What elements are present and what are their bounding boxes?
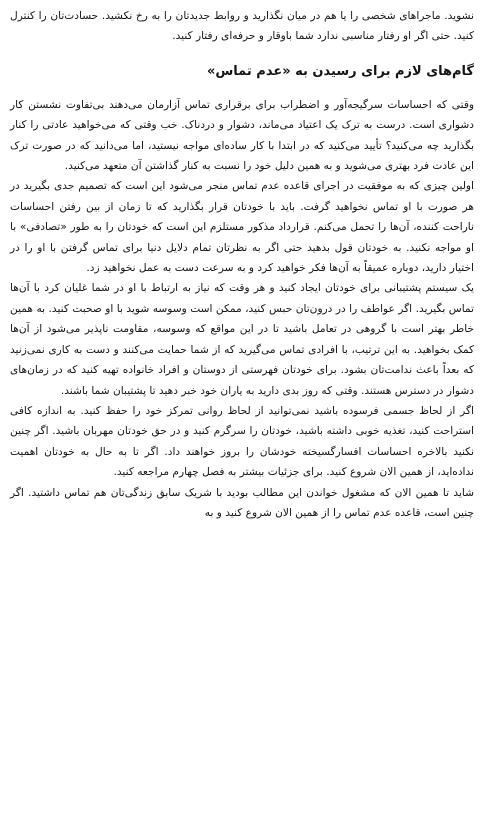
paragraph-2: اولین چیزی که به موفقیت در اجرای قاعده عدم تماس منجر می‌شود این است که تصمیم جدی بگیرید در هر صورت با او تماس نخواهید گرفت. باید با خودتان قرار بگذارید که تا زمان از بین رفتن احساسات ناراحت کننده، آن‌ها را تحمل می‌کنم. قرارداد مذکور مستلزم این است که خودتان را به طور «تصادفی» با او مواجه نکنید. به خودتان قول بدهید حتی اگر به نظرتان تمام دلایل دنیا برای تماس گرفتن با او را در اختیار دارید، دوباره عمیقاً به آن‌ها فکر خواهید کرد و به سرعت دست به عمل نخواهید زد. — [10, 180, 474, 275]
document-page — [10, 6, 474, 829]
paragraph-continued: نشوید. ماجراهای شخصی را یا هم در میان نگذارید و روابط جدیدتان را به رخ نکشید. حسادت‌تان را کنترل کنید. حتی اگر او رفتار مناسبی ندارد شما باوقار و حرفه‌ای رفتار کنید. — [10, 10, 474, 43]
paragraph-4: اگر از لحاظ جسمی فرسوده باشید نمی‌توانید از لحاظ روانی تمرکز خود را حفظ کنید. به اندازه کافی استراحت کنید، تغذیه خوبی داشته باشید، خودتان را سرگرم کنید و در حق خودتان مهربان باشید. اگر چنین نکنید بالاخره احساسات افسارگسیخته خودشان را بروز خواهند داد. اگر تا به حال به خودتان اهمیت نداده‌اید، از همین الان شروع کنید. برای جزئیات بیشتر به فصل چهارم مراجعه کنید. — [10, 404, 474, 479]
section-title: گام‌های لازم برای رسیدن به «عدم تماس» — [206, 63, 474, 79]
paragraph-3: یک سیستم پشتیبانی برای خودتان ایجاد کنید و هر وقت که نیاز به ارتباط با او در شما غلیان کرد با آن‌ها تماس بگیرید. اگر عواطف را در درون‌تان حبس کنید، ممکن است وسوسه شوید با او صحبت کنید. به همین خاطر بهتر است با گروهی در تعامل باشید تا در این مواقع که وسوسه، مقاومت ناپذیر می‌شود از آن‌ها کمک بخواهید. به این ترتیب، با افرادی تماس می‌گیرید که از شما حمایت می‌کنند و دست به کاری نمی‌زنید که بعداً باعث ندامت‌تان بشود. برای خودتان فهرستی از دوستان و افراد خانواده تهیه کنید که در زمان‌های دشوار در دسترس هستند. وقتی که روز بدی دارید به یاران خود خبر دهید تا پشتیبان شما باشند. — [10, 282, 474, 397]
paragraph-1: وقتی که احساسات سرگیجه‌آور و اضطراب برای برقراری تماس آزارمان می‌دهند بی‌تفاوت نشستن کار دشواری است. درست به ترک یک اعتیاد می‌ماند، دشوار و دردناک. خب وقتی که می‌خواهید عادتی را کنار بگذارید چه می‌کنید؟ تأیید می‌کنید که در ابتدا با کار ساده‌ای مواجه نیستید، اما می‌دانید که در صورت ترک این عادت فرد بهتری می‌شوید و به همین دلیل خود را نسبت به کنار گذاشتن آن متعهد می‌کنید. — [10, 98, 474, 173]
paragraph-5: شاید تا همین الان که مشغول خواندن این مطالب بودید با شریک سابق زندگی‌تان هم تماس داشتید. اگر چنین است، قاعده عدم تماس را از همین الان شروع کنید و به — [10, 486, 474, 519]
